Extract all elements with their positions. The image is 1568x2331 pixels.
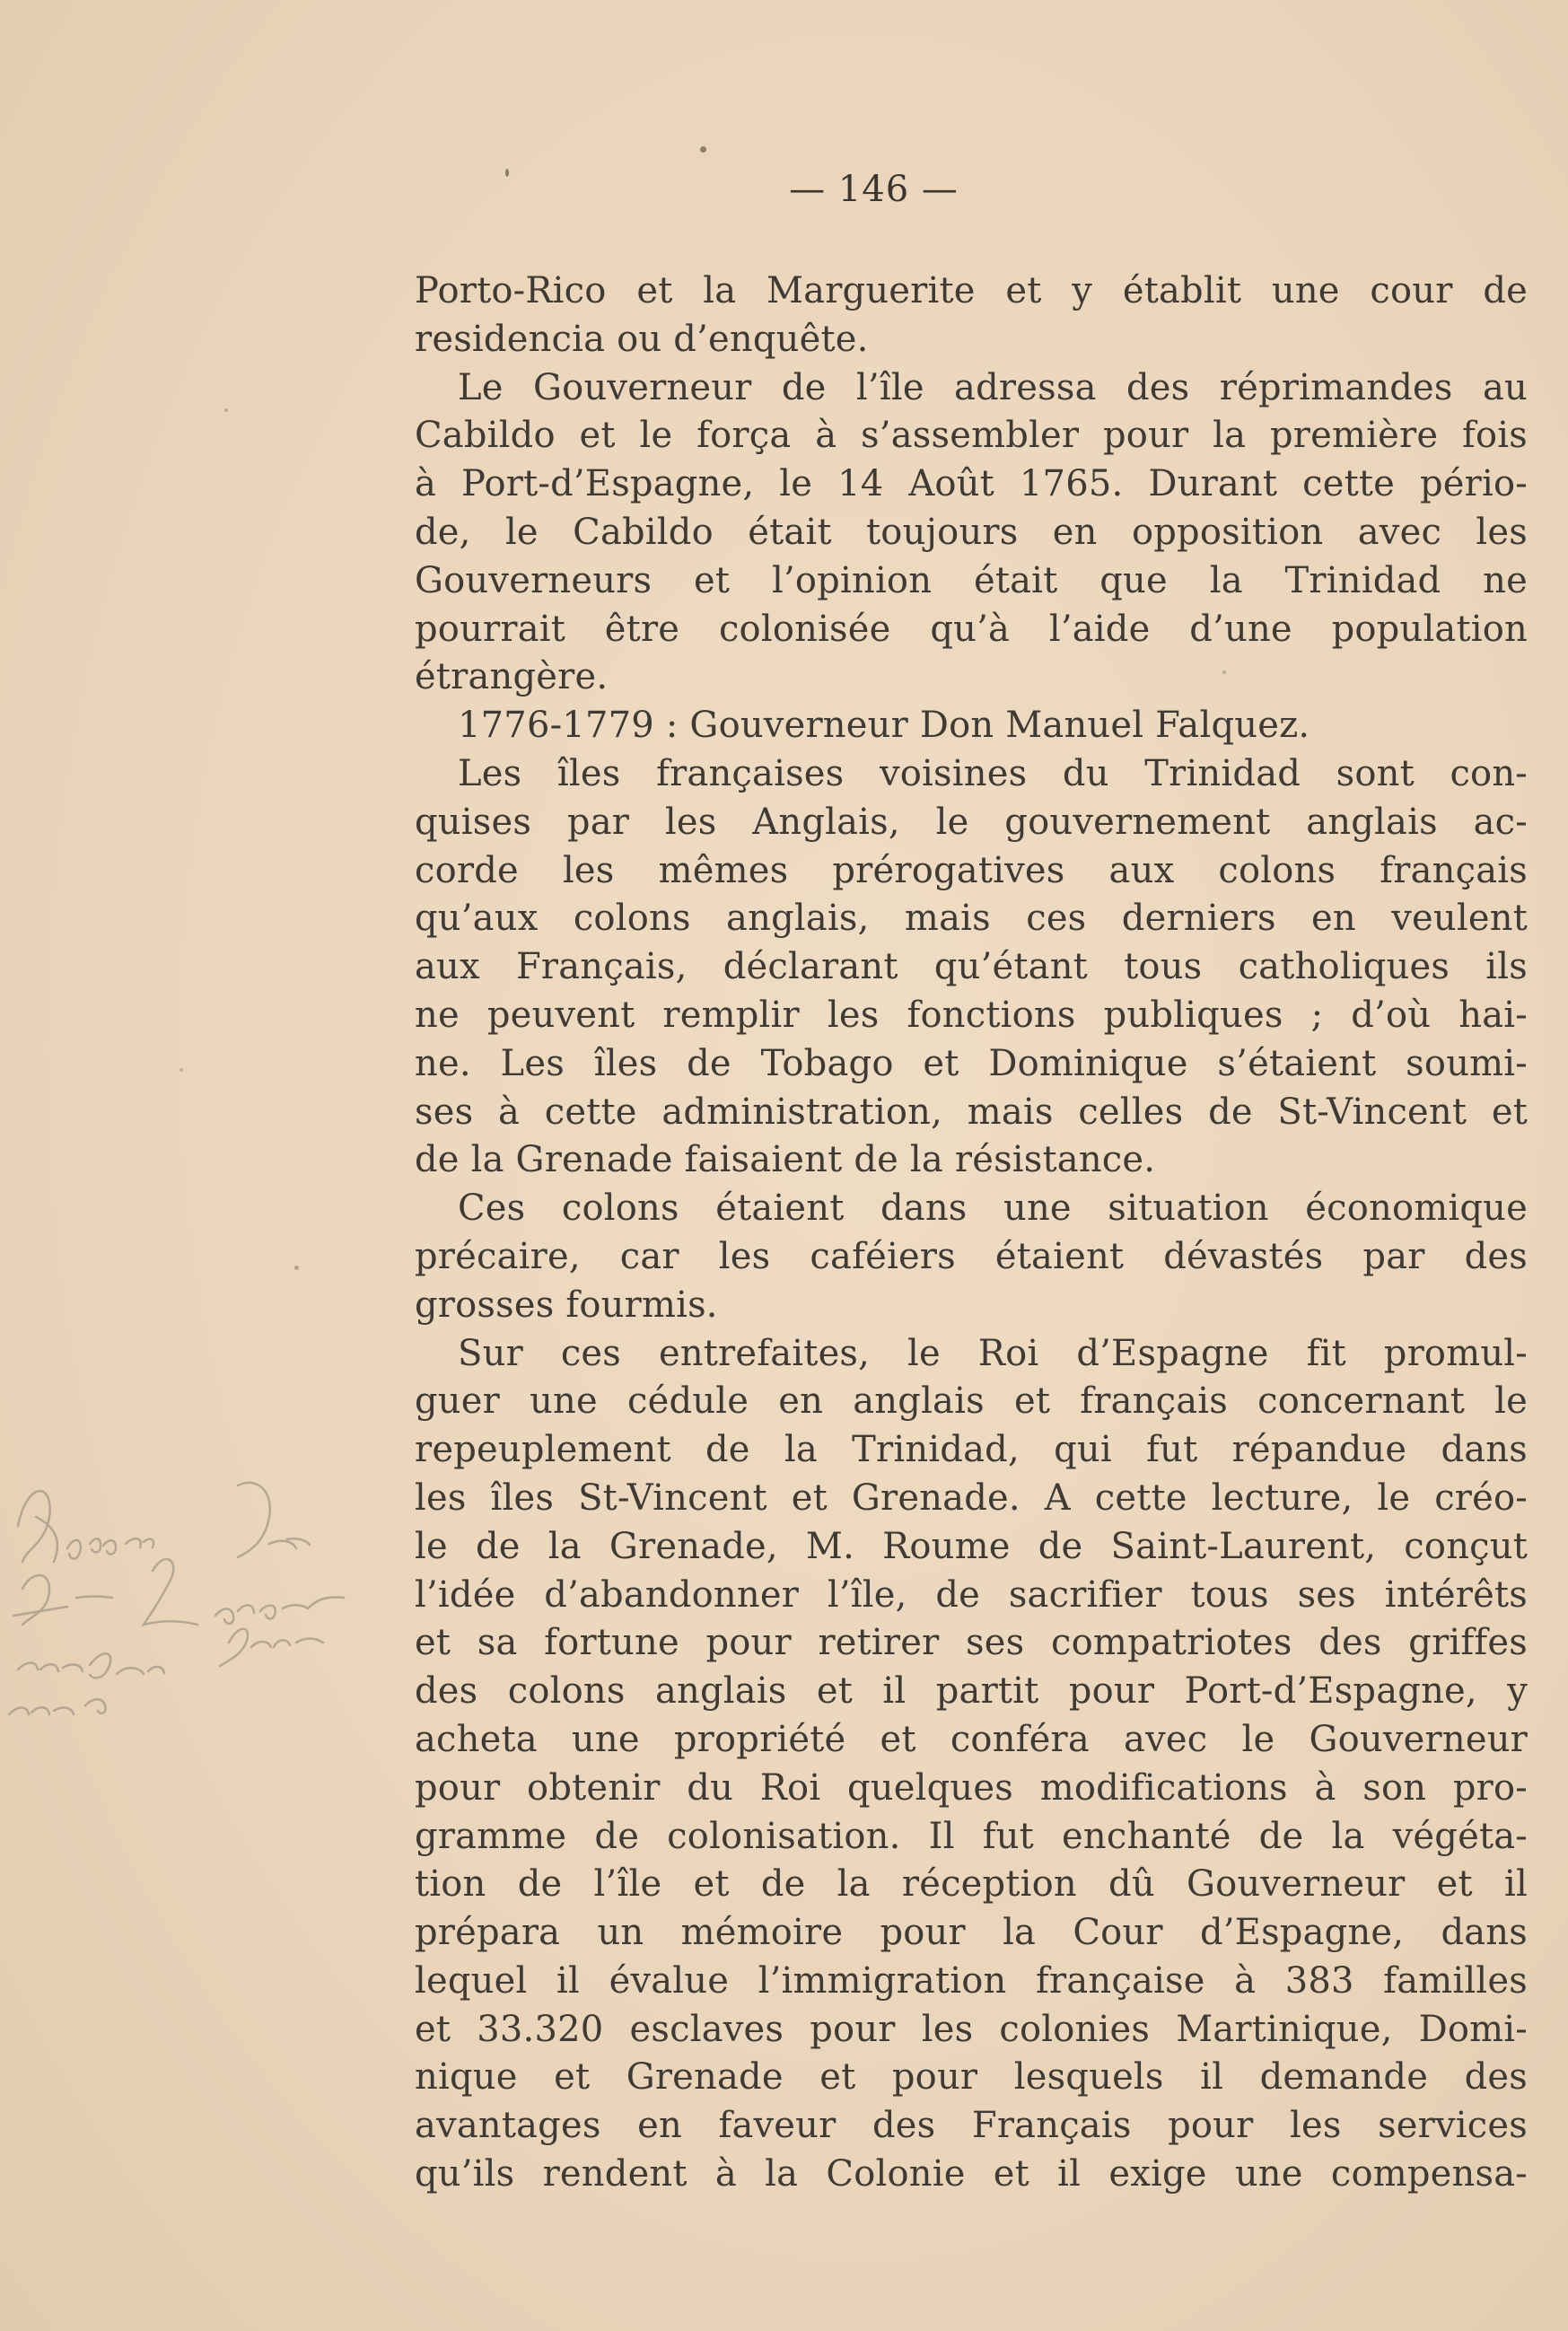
text-line: étrangère. <box>415 656 609 698</box>
paper-speck <box>700 146 706 153</box>
text-line: précaire, car les caféiers étaient dévastés par des <box>415 1235 1528 1277</box>
text-line: Le Gouverneur de l’île adressa des réprimandes au <box>458 366 1528 408</box>
text-line: de, le Cabildo était toujours en opposition avec les <box>415 511 1528 553</box>
text-line: avantages en faveur des Français pour les services <box>415 2105 1528 2147</box>
text-line: pourrait être colonisée qu’à l’aide d’une population <box>415 608 1528 650</box>
handwritten-scribble-icon <box>0 1463 395 1750</box>
text-line: quises par les Anglais, le gouvernement anglais ac- <box>415 801 1528 843</box>
text-line: pour obtenir du Roi quelques modifications à son pro- <box>415 1766 1528 1809</box>
handwritten-margin-note <box>0 1463 395 1750</box>
text-line: les îles St-Vincent et Grenade. A cette lecture, le créo- <box>415 1477 1528 1519</box>
text-line: à Port-d’Espagne, le 14 Août 1765. Durant cette pério- <box>415 463 1528 505</box>
text-line: ne. Les îles de Tobago et Dominique s’étaient soumi- <box>415 1042 1528 1084</box>
text-line: Les îles françaises voisines du Trinidad sont con- <box>458 752 1528 794</box>
text-line: guer une cédule en anglais et français concernant le <box>415 1380 1528 1423</box>
text-line: le de la Grenade, M. Roume de Saint-Laurent, conçut <box>415 1525 1528 1567</box>
text-line: ses à cette administration, mais celles de St-Vincent et <box>415 1091 1528 1133</box>
text-line: qu’ils rendent à la Colonie et il exige une compensa- <box>415 2153 1528 2195</box>
text-line: des colons anglais et il partit pour Port-d’Espagne, y <box>415 1670 1528 1713</box>
text-line: grosses fourmis. <box>415 1284 718 1326</box>
text-line: prépara un mémoire pour la Cour d’Espagne, dans <box>415 1912 1528 1954</box>
text-line: Cabildo et le força à s’assembler pour la première fois <box>415 415 1528 457</box>
text-line: Sur ces entrefaites, le Roi d’Espagne fit promul- <box>458 1332 1528 1374</box>
page-number: — 146 — <box>789 169 959 210</box>
paper-speck <box>1222 670 1226 674</box>
text-line: aux Français, déclarant qu’étant tous catholiques ils <box>415 946 1528 988</box>
text-line: tion de l’île et de la réception dû Gouverneur et il <box>415 1863 1528 1906</box>
text-line: gramme de colonisation. Il fut enchanté de la végéta- <box>415 1815 1528 1857</box>
paper-speck <box>505 169 509 177</box>
text-line: de la Grenade faisaient de la résistance. <box>415 1139 1156 1181</box>
text-line: corde les mêmes prérogatives aux colons français <box>415 849 1528 891</box>
text-line: et sa fortune pour retirer ses compatriotes des griffes <box>415 1622 1528 1664</box>
text-line: Ces colons étaient dans une situation économique <box>458 1187 1528 1230</box>
text-line: qu’aux colons anglais, mais ces derniers en veulent <box>415 898 1528 940</box>
text-line: repeuplement de la Trinidad, qui fut répandue dans <box>415 1429 1528 1471</box>
text-line: 1776-1779 : Gouverneur Don Manuel Falquez. <box>458 705 1310 747</box>
text-line: et 33.320 esclaves pour les colonies Martinique, Domi- <box>415 2008 1528 2050</box>
paper-speck <box>224 408 228 412</box>
text-line: acheta une propriété et conféra avec le Gouverneur <box>415 1718 1528 1760</box>
text-line: Porto-Rico et la Marguerite et y établit une cour de <box>415 270 1528 311</box>
text-line: nique et Grenade et pour lesquels il demande des <box>415 2056 1528 2099</box>
text-line: l’idée d’abandonner l’île, de sacrifier tous ses intérêts <box>415 1573 1528 1616</box>
text-line: ne peuvent remplir les fonctions publiques ; d’où hai- <box>415 994 1528 1036</box>
text-line: Gouverneurs et l’opinion était que la Trinidad ne <box>415 559 1528 601</box>
text-line: lequel il évalue l’immigration française à 383 familles <box>415 1959 1528 2002</box>
body-text <box>415 267 1528 2199</box>
text-line: residencia ou d’enquête. <box>415 318 869 360</box>
paper-speck <box>180 1068 183 1072</box>
paper-speck <box>294 1266 299 1270</box>
